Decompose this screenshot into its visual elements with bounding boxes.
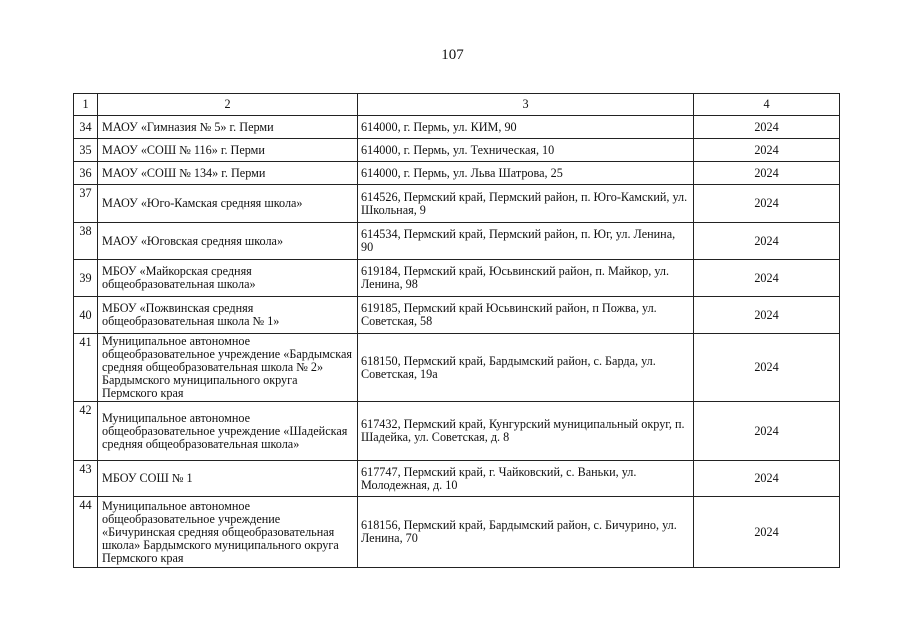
- school-name: Муниципальное автономное общеобразовательное учреждение «Бардымская средняя общеобразовательная школа № 2» Бардымского муниципального округа Пермского края: [98, 334, 358, 402]
- school-name: МАОУ «Юговская средняя школа»: [98, 223, 358, 260]
- row-number: 36: [74, 162, 98, 185]
- year-cell: 2024: [694, 497, 840, 568]
- school-name: МАОУ «СОШ № 116» г. Перми: [98, 139, 358, 162]
- table-row: [74, 402, 840, 461]
- school-address: 614000, г. Пермь, ул. Льва Шатрова, 25: [358, 162, 694, 185]
- year-cell: 2024: [694, 402, 840, 461]
- table-row: [74, 334, 840, 402]
- school-address: 614000, г. Пермь, ул. КИМ, 90: [358, 116, 694, 139]
- school-address: 619185, Пермский край Юсьвинский район, п Пожва, ул. Советская, 58: [358, 297, 694, 334]
- year-cell: 2024: [694, 461, 840, 497]
- row-number: 40: [74, 297, 98, 334]
- year-cell: 2024: [694, 116, 840, 139]
- table-row: [74, 116, 840, 139]
- year-cell: 2024: [694, 139, 840, 162]
- column-header-name: 2: [98, 94, 358, 116]
- school-name: МАОУ «Гимназия № 5» г. Перми: [98, 116, 358, 139]
- header-row: [74, 94, 840, 116]
- table-row: [74, 139, 840, 162]
- column-header-year: 4: [694, 94, 840, 116]
- school-name: Муниципальное автономное общеобразовательное учреждение «Бичуринская средняя общеобразовательная школа» Бардымского муниципального округа Пермского края: [98, 497, 358, 568]
- school-address: 617432, Пермский край, Кунгурский муниципальный округ, п. Шадейка, ул. Советская, д. 8: [358, 402, 694, 461]
- year-cell: 2024: [694, 260, 840, 297]
- row-number: 37: [74, 185, 98, 223]
- school-name: МАОУ «Юго-Камская средняя школа»: [98, 185, 358, 223]
- row-number: 39: [74, 260, 98, 297]
- school-name: МБОУ «Пожвинская средняя общеобразовательная школа № 1»: [98, 297, 358, 334]
- school-name: МАОУ «СОШ № 134» г. Перми: [98, 162, 358, 185]
- table-row: [74, 297, 840, 334]
- row-number: 41: [74, 334, 98, 402]
- school-name: МБОУ «Майкорская средняя общеобразовательная школа»: [98, 260, 358, 297]
- school-address: 617747, Пермский край, г. Чайковский, с. Ваньки, ул. Молодежная, д. 10: [358, 461, 694, 497]
- row-number: 35: [74, 139, 98, 162]
- table-row: [74, 162, 840, 185]
- year-cell: 2024: [694, 297, 840, 334]
- school-address: 619184, Пермский край, Юсьвинский район, п. Майкор, ул. Ленина, 98: [358, 260, 694, 297]
- page-number: 107: [441, 47, 464, 63]
- school-address: 618150, Пермский край, Бардымский район, с. Барда, ул. Советская, 19а: [358, 334, 694, 402]
- row-number: 34: [74, 116, 98, 139]
- table-row: [74, 461, 840, 497]
- table-row: [74, 260, 840, 297]
- year-cell: 2024: [694, 334, 840, 402]
- row-number: 38: [74, 223, 98, 260]
- table-row: [74, 185, 840, 223]
- schools-table: [73, 93, 840, 568]
- year-cell: 2024: [694, 185, 840, 223]
- school-address: 614526, Пермский край, Пермский район, п. Юго-Камский, ул. Школьная, 9: [358, 185, 694, 223]
- school-address: 614000, г. Пермь, ул. Техническая, 10: [358, 139, 694, 162]
- school-address: 618156, Пермский край, Бардымский район, с. Бичурино, ул. Ленина, 70: [358, 497, 694, 568]
- row-number: 43: [74, 461, 98, 497]
- year-cell: 2024: [694, 223, 840, 260]
- row-number: 42: [74, 402, 98, 461]
- year-cell: 2024: [694, 162, 840, 185]
- table-row: [74, 497, 840, 568]
- column-header-number: 1: [74, 94, 98, 116]
- column-header-address: 3: [358, 94, 694, 116]
- school-address: 614534, Пермский край, Пермский район, п. Юг, ул. Ленина, 90: [358, 223, 694, 260]
- school-name: Муниципальное автономное общеобразовательное учреждение «Шадейская средняя общеобразовательная школа»: [98, 402, 358, 461]
- school-name: МБОУ СОШ № 1: [98, 461, 358, 497]
- row-number: 44: [74, 497, 98, 568]
- table-row: [74, 223, 840, 260]
